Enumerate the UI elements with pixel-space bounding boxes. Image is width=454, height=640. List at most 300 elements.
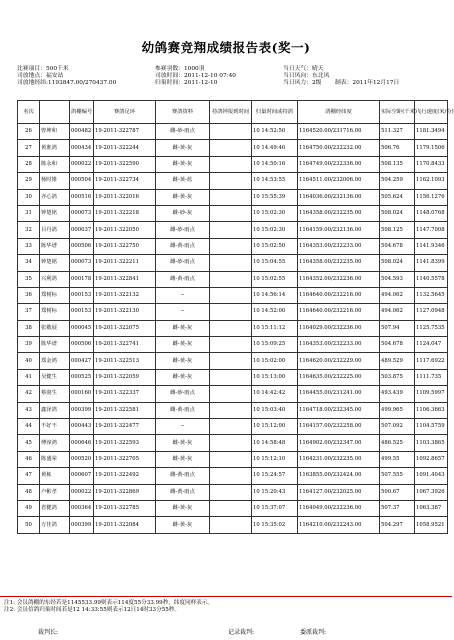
- cell-clock-time: [210, 419, 252, 435]
- cell-rank: 49: [18, 500, 40, 516]
- cell-clock-time: [210, 320, 252, 336]
- cell-coords: 1164718.00/232345.00: [298, 402, 380, 418]
- cell-distance: 506.76: [380, 140, 415, 156]
- table-row: [18, 124, 448, 140]
- cell-distance: 504.678: [380, 238, 415, 254]
- cell-ring: 19-2011-322211: [94, 255, 156, 271]
- cell-pigeon-info: 雌-黄-雨点: [156, 484, 210, 500]
- header-rank: 名次: [18, 101, 40, 124]
- cell-arrival-time: 10 15:09:25: [252, 337, 298, 353]
- cell-clock-time: [210, 287, 252, 303]
- cell-loft-id: 000364: [70, 500, 94, 516]
- cell-loft-id: 000427: [70, 353, 94, 369]
- cell-arrival-time: 10 14:50:16: [252, 156, 298, 172]
- cell-name: 陈华谱: [40, 238, 70, 254]
- cell-speed: 1125.7535: [415, 320, 448, 336]
- table-row: [18, 369, 448, 385]
- cell-rank: 31: [18, 205, 40, 221]
- meta-release-time: 司放时间：2011-12-10 07:40: [155, 73, 236, 79]
- cell-speed: 1141.9346: [415, 238, 448, 254]
- cell-arrival-time: 10 15:37:07: [252, 500, 298, 516]
- cell-clock-time: [210, 222, 252, 238]
- cell-coords: 1164620.00/232229.00: [298, 353, 380, 369]
- cell-coords: 1164520.00/231716.00: [298, 124, 380, 140]
- cell-ring: 19-2011-322869: [94, 484, 156, 500]
- cell-speed: 1103.3865: [415, 435, 448, 451]
- cell-ring: 19-2011-322787: [94, 124, 156, 140]
- cell-distance: 486.525: [380, 435, 415, 451]
- meta-entries: 参赛羽数：1000羽: [155, 66, 205, 72]
- cell-distance: 499.55: [380, 451, 415, 467]
- header-speed: 飞行速度(米/分): [415, 101, 448, 124]
- cell-arrival-time: 10 15:02:55: [252, 271, 298, 287]
- cell-coords: 1164210.00/232243.00: [298, 517, 380, 533]
- table-row: [18, 304, 448, 320]
- cell-ring: 19-2011-322218: [94, 205, 156, 221]
- cell-ring: 19-2011-322785: [94, 500, 156, 516]
- cell-clock-time: [210, 369, 252, 385]
- cell-rank: 30: [18, 189, 40, 205]
- cell-distance: 508.024: [380, 205, 415, 221]
- cell-ring: 19-2011-322059: [94, 369, 156, 385]
- cell-name: 齐心鸽: [40, 189, 70, 205]
- header-loft-id: 鸽棚编号: [70, 101, 94, 124]
- cell-coords: 1164640.00/232216.00: [298, 304, 380, 320]
- cell-loft-id: 000022: [70, 156, 94, 172]
- cell-clock-time: [210, 337, 252, 353]
- cell-distance: 504.259: [380, 173, 415, 189]
- cell-arrival-time: 10 15:02:00: [252, 353, 298, 369]
- table-row: [18, 500, 448, 516]
- cell-ring: 19-2011-322477: [94, 419, 156, 435]
- cell-ring: 19-2011-322132: [94, 287, 156, 303]
- cell-rank: 39: [18, 337, 40, 353]
- cell-loft-id: 000443: [70, 419, 94, 435]
- note-1: 注1: 会员鸽棚的东经若是1145533.99则表示114度55分33.99秒，纬度同样表示。: [4, 600, 214, 606]
- cell-name: 杨时锥: [40, 173, 70, 189]
- notes: [4, 600, 213, 614]
- results-body: [18, 124, 448, 534]
- cell-distance: 489.529: [380, 353, 415, 369]
- cell-ring: 19-2011-322590: [94, 156, 156, 172]
- cell-name: 目丹鸽: [40, 222, 70, 238]
- cell-arrival-time: 10 15:02:30: [252, 205, 298, 221]
- cell-ring: 19-2011-322741: [94, 337, 156, 353]
- cell-loft-id: 000178: [70, 271, 94, 287]
- cell-rank: 41: [18, 369, 40, 385]
- cell-coords: 1164749.00/232336.00: [298, 156, 380, 172]
- cell-pigeon-info: 雌-砂-雨点: [156, 222, 210, 238]
- cell-pigeon-info: 雌-黄-雨点: [156, 271, 210, 287]
- cell-name: 陈永和: [40, 156, 70, 172]
- cell-coords: 1164029.00/232236.00: [298, 320, 380, 336]
- cell-name: 钟楚铭: [40, 205, 70, 221]
- meta-wind-force: 当日风力：2级: [283, 80, 322, 86]
- cell-clock-time: [210, 435, 252, 451]
- cell-name: 郑金鸿: [40, 353, 70, 369]
- cell-coords: 1164358.00/232235.00: [298, 255, 380, 271]
- cell-coords: 1164127.00/232025.00: [298, 484, 380, 500]
- cell-pigeon-info: 雌-黄-雨点: [156, 238, 210, 254]
- cell-speed: 1109.5997: [415, 386, 448, 402]
- meta-release-coords: 司放地经纬:1193847.00/270437.00: [17, 80, 117, 86]
- cell-loft-id: 000153: [70, 304, 94, 320]
- cell-name: 卢彬孝: [40, 484, 70, 500]
- cell-distance: 507.37: [380, 500, 415, 516]
- cell-clock-time: [210, 468, 252, 484]
- cell-coords: 1164159.00/232136.00: [298, 222, 380, 238]
- cell-pigeon-info: 雌-黄-灰: [156, 369, 210, 385]
- cell-arrival-time: 10 15:13:00: [252, 369, 298, 385]
- cell-pigeon-info: 雌-黄-灰: [156, 451, 210, 467]
- cell-loft-id: 000504: [70, 173, 94, 189]
- cell-pigeon-info: 雌-黄-灰: [156, 140, 210, 156]
- table-row: [18, 238, 448, 254]
- cell-name: 兴利鸽: [40, 271, 70, 287]
- cell-speed: 1170.8433: [415, 156, 448, 172]
- cell-distance: 504.297: [380, 517, 415, 533]
- cell-rank: 42: [18, 386, 40, 402]
- cell-pigeon-info: 雌-黄-灰: [156, 320, 210, 336]
- cell-loft-id: 000073: [70, 255, 94, 271]
- cell-arrival-time: 10 14:53:55: [252, 173, 298, 189]
- cell-coords: 1164157.00/232258.00: [298, 419, 380, 435]
- cell-loft-id: 000516: [70, 189, 94, 205]
- cell-arrival-time: 10 15:35:02: [252, 517, 298, 533]
- cell-coords: 1164353.00/232233.00: [298, 337, 380, 353]
- cell-arrival-time: 10 15:12:10: [252, 451, 298, 467]
- cell-pigeon-info: 雌-黄-灰: [156, 337, 210, 353]
- cell-name: 钟楚铭: [40, 255, 70, 271]
- cell-speed: 1132.5645: [415, 287, 448, 303]
- cell-name: 万佳鸽: [40, 517, 70, 533]
- header-pigeon-info: 赛鸽资料: [156, 101, 210, 124]
- cell-rank: 33: [18, 238, 40, 254]
- cell-name: 傅淳鸿: [40, 435, 70, 451]
- table-row: [18, 402, 448, 418]
- cell-speed: 1058.9521: [415, 517, 448, 533]
- table-row: [18, 468, 448, 484]
- cell-clock-time: [210, 255, 252, 271]
- cell-coords: 1164352.00/232236.00: [298, 271, 380, 287]
- table-row: [18, 337, 448, 353]
- note-2: 注2: 会员信鸽归巢时间若是12 14:33:55则表示12日14时33分55秒。: [4, 607, 180, 613]
- report-title: 幼鸽赛竞翔成绩报告表(奖一): [141, 40, 311, 55]
- cell-pigeon-info: 雌-黄-雨点: [156, 402, 210, 418]
- cell-rank: 47: [18, 468, 40, 484]
- cell-loft-id: 000073: [70, 205, 94, 221]
- cell-speed: 1141.8399: [415, 255, 448, 271]
- table-header-row: [18, 101, 448, 124]
- cell-coords: 1164635.00/232225.00: [298, 369, 380, 385]
- cell-distance: 508.135: [380, 156, 415, 172]
- cell-speed: 1147.7008: [415, 222, 448, 238]
- cell-distance: 494.062: [380, 287, 415, 303]
- cell-rank: 36: [18, 287, 40, 303]
- cell-name: 省健鸽: [40, 500, 70, 516]
- cell-clock-time: [210, 386, 252, 402]
- cell-pigeon-info: 雌-黄-灰: [156, 353, 210, 369]
- cell-rank: 48: [18, 484, 40, 500]
- cell-pigeon-info: 雌-黄-雨点: [156, 468, 210, 484]
- cell-coords: 1164231.00/232235.00: [298, 451, 380, 467]
- cell-speed: 1140.5578: [415, 271, 448, 287]
- cell-coords: 1164511.00/232006.00: [298, 173, 380, 189]
- cell-distance: 503.875: [380, 369, 415, 385]
- cell-loft-id: 000646: [70, 435, 94, 451]
- cell-rank: 38: [18, 320, 40, 336]
- cell-ring: 19-2011-322075: [94, 320, 156, 336]
- cell-pigeon-info: --: [156, 287, 210, 303]
- meta-wind-direction: 当日风向：东北风: [283, 73, 330, 79]
- cell-coords: 1164358.00/232235.00: [298, 205, 380, 221]
- cell-loft-id: 000506: [70, 337, 94, 353]
- notes-divider: [0, 596, 452, 597]
- cell-loft-id: 000160: [70, 386, 94, 402]
- cell-clock-time: [210, 205, 252, 221]
- cell-loft-id: 000525: [70, 369, 94, 385]
- cell-loft-id: 000434: [70, 140, 94, 156]
- cell-coords: 1164640.00/232216.00: [298, 287, 380, 303]
- cell-ring: 19-2011-322492: [94, 468, 156, 484]
- cell-pigeon-info: 雌-黄-灰: [156, 500, 210, 516]
- cell-arrival-time: 10 15:24:57: [252, 468, 298, 484]
- cell-name: 郑树标: [40, 304, 70, 320]
- cell-loft-id: 000399: [70, 402, 94, 418]
- cell-distance: 507.092: [380, 419, 415, 435]
- cell-name: 曾坤和: [40, 124, 70, 140]
- cell-rank: 27: [18, 140, 40, 156]
- cell-coords: 1164750.00/232232.00: [298, 140, 380, 156]
- cell-distance: 493.439: [380, 386, 415, 402]
- table-row: [18, 353, 448, 369]
- cell-loft-id: 000022: [70, 484, 94, 500]
- cell-loft-id: 000520: [70, 451, 94, 467]
- cell-rank: 44: [18, 419, 40, 435]
- cell-pigeon-info: --: [156, 419, 210, 435]
- cell-speed: 1117.6922: [415, 353, 448, 369]
- meta-distance: 比赛项目：500千米: [17, 66, 69, 72]
- cell-distance: 499.965: [380, 402, 415, 418]
- cell-ring: 19-2011-322705: [94, 451, 156, 467]
- cell-distance: 504.678: [380, 337, 415, 353]
- cell-clock-time: [210, 173, 252, 189]
- cell-loft-id: 000482: [70, 124, 94, 140]
- cell-rank: 34: [18, 255, 40, 271]
- table-row: [18, 271, 448, 287]
- cell-clock-time: [210, 517, 252, 533]
- table-row: [18, 435, 448, 451]
- cell-pigeon-info: 雌-砂-雨点: [156, 124, 210, 140]
- cell-speed: 1104.5759: [415, 419, 448, 435]
- cell-ring: 19-2011-322734: [94, 173, 156, 189]
- cell-distance: 507.94: [380, 320, 415, 336]
- cell-name: 郑树标: [40, 287, 70, 303]
- cell-rank: 28: [18, 156, 40, 172]
- cell-name: 陈盛荣: [40, 451, 70, 467]
- cell-loft-id: 000607: [70, 468, 94, 484]
- meta-weather: 当日天气：晴天: [283, 66, 324, 72]
- cell-speed: 1162.1093: [415, 173, 448, 189]
- cell-name: 黄淮鸿: [40, 140, 70, 156]
- cell-name: 不好不: [40, 419, 70, 435]
- header-clock-time: 持鸽钟报到时间: [210, 101, 252, 124]
- cell-ring: 19-2011-322513: [94, 353, 156, 369]
- cell-speed: 1124.047: [415, 337, 448, 353]
- table-row: [18, 255, 448, 271]
- cell-arrival-time: 10 15:02:50: [252, 238, 298, 254]
- cell-rank: 29: [18, 173, 40, 189]
- cell-clock-time: [210, 238, 252, 254]
- meta-table-date: 制表：2011年12月17日: [335, 80, 400, 86]
- cell-coords: 1164036.00/232136.00: [298, 189, 380, 205]
- cell-rank: 43: [18, 402, 40, 418]
- header-coords: 鸽棚经纬度: [298, 101, 380, 124]
- cell-speed: 1181.3494: [415, 124, 448, 140]
- cell-clock-time: [210, 189, 252, 205]
- meta-return-time: 归巢时间：2011-12-10: [155, 80, 218, 86]
- table-row: [18, 287, 448, 303]
- cell-ring: 19-2011-322337: [94, 386, 156, 402]
- committee-label: 委派裁判:: [300, 629, 327, 636]
- cell-arrival-time: 10 15:12:00: [252, 419, 298, 435]
- table-row: [18, 189, 448, 205]
- cell-loft-id: 000506: [70, 238, 94, 254]
- cell-rank: 32: [18, 222, 40, 238]
- cell-pigeon-info: 雌-黄-蓝: [156, 173, 210, 189]
- cell-clock-time: [210, 156, 252, 172]
- cell-distance: 494.062: [380, 304, 415, 320]
- cell-arrival-time: 10 15:02:30: [252, 222, 298, 238]
- results-table: [17, 100, 454, 534]
- cell-rank: 40: [18, 353, 40, 369]
- cell-ring: 19-2011-322050: [94, 222, 156, 238]
- cell-ring: 19-2011-322016: [94, 189, 156, 205]
- cell-coords: 1164902.00/232347.00: [298, 435, 380, 451]
- table-row: [18, 205, 448, 221]
- cell-speed: 1091.4043: [415, 468, 448, 484]
- cell-clock-time: [210, 353, 252, 369]
- table-row: [18, 386, 448, 402]
- cell-rank: 37: [18, 304, 40, 320]
- cell-clock-time: [210, 124, 252, 140]
- cell-clock-time: [210, 304, 252, 320]
- cell-arrival-time: 10 14:58:48: [252, 435, 298, 451]
- cell-name: 陈华谱: [40, 337, 70, 353]
- cell-name: 张敬展: [40, 320, 70, 336]
- cell-pigeon-info: --: [156, 304, 210, 320]
- cell-arrival-time: 10 14:49:46: [252, 140, 298, 156]
- cell-speed: 1179.1506: [415, 140, 448, 156]
- cell-speed: 1111.735: [415, 369, 448, 385]
- cell-pigeon-info: 雌-黄-灰: [156, 189, 210, 205]
- cell-name: 黄栋: [40, 468, 70, 484]
- cell-arrival-time: 10 14:52:50: [252, 124, 298, 140]
- table-row: [18, 484, 448, 500]
- cell-coords: 1164455.00/231241.00: [298, 386, 380, 402]
- cell-clock-time: [210, 402, 252, 418]
- cell-ring: 19-2011-322750: [94, 238, 156, 254]
- cell-distance: 500.67: [380, 484, 415, 500]
- recorder-label: 记录裁判:: [228, 629, 255, 636]
- cell-speed: 1127.0948: [415, 304, 448, 320]
- cell-distance: 507.555: [380, 468, 415, 484]
- cell-ring: 19-2011-322084: [94, 517, 156, 533]
- cell-coords: 1163855.00/232424.00: [298, 468, 380, 484]
- cell-pigeon-info: 雌-砂-雨点: [156, 386, 210, 402]
- cell-coords: 1164049.00/232236.00: [298, 500, 380, 516]
- cell-arrival-time: 10 15:03:40: [252, 402, 298, 418]
- cell-rank: 50: [18, 517, 40, 533]
- cell-pigeon-info: 雌-黄-灰: [156, 156, 210, 172]
- cell-distance: 504.593: [380, 271, 415, 287]
- header-arrival-time: 归巢时间或持鸽: [252, 101, 298, 124]
- cell-name: 吴健生: [40, 369, 70, 385]
- cell-distance: 505.624: [380, 189, 415, 205]
- header-ring: 赛鸽足环: [94, 101, 156, 124]
- cell-rank: 46: [18, 451, 40, 467]
- cell-distance: 508.125: [380, 222, 415, 238]
- cell-coords: 1164353.00/232233.00: [298, 238, 380, 254]
- cell-pigeon-info: 雌-砂-灰: [156, 205, 210, 221]
- cell-rank: 26: [18, 124, 40, 140]
- cell-pigeon-info: 雌-黄-灰: [156, 517, 210, 533]
- cell-clock-time: [210, 500, 252, 516]
- cell-rank: 35: [18, 271, 40, 287]
- cell-distance: 508.024: [380, 255, 415, 271]
- cell-arrival-time: 10 14:56:14: [252, 287, 298, 303]
- cell-speed: 1156.1276: [415, 189, 448, 205]
- table-row: [18, 419, 448, 435]
- cell-arrival-time: 10 14:42:42: [252, 386, 298, 402]
- cell-speed: 1067.3926: [415, 484, 448, 500]
- table-row: [18, 451, 448, 467]
- cell-ring: 19-2011-322841: [94, 271, 156, 287]
- cell-arrival-time: 10 14:52:00: [252, 304, 298, 320]
- table-row: [18, 156, 448, 172]
- judge-label: 裁判长:: [38, 629, 59, 636]
- cell-clock-time: [210, 484, 252, 500]
- table-row: [18, 517, 448, 533]
- cell-ring: 19-2011-322130: [94, 304, 156, 320]
- cell-clock-time: [210, 140, 252, 156]
- cell-ring: 19-2011-322593: [94, 435, 156, 451]
- cell-loft-id: 000045: [70, 320, 94, 336]
- cell-clock-time: [210, 451, 252, 467]
- cell-ring: 19-2011-322244: [94, 140, 156, 156]
- cell-pigeon-info: 雌-砂-雨点: [156, 255, 210, 271]
- cell-name: 鑫泽鸽: [40, 402, 70, 418]
- cell-name: 蔡润生: [40, 386, 70, 402]
- cell-loft-id: 000037: [70, 222, 94, 238]
- cell-speed: 1106.3663: [415, 402, 448, 418]
- table-row: [18, 140, 448, 156]
- cell-arrival-time: 10 15:20:43: [252, 484, 298, 500]
- cell-clock-time: [210, 271, 252, 287]
- cell-speed: 1092.8657: [415, 451, 448, 467]
- cell-arrival-time: 10 15:55:39: [252, 189, 298, 205]
- table-row: [18, 173, 448, 189]
- table-row: [18, 222, 448, 238]
- cell-loft-id: 000153: [70, 287, 94, 303]
- table-row: [18, 320, 448, 336]
- meta-release-place: 司放地点：福安站: [17, 73, 64, 79]
- cell-pigeon-info: 雌-黄-灰: [156, 435, 210, 451]
- cell-distance: 511.327: [380, 124, 415, 140]
- cell-ring: 19-2011-322581: [94, 402, 156, 418]
- cell-rank: 45: [18, 435, 40, 451]
- header-distance: 实际空距(千米): [380, 101, 415, 124]
